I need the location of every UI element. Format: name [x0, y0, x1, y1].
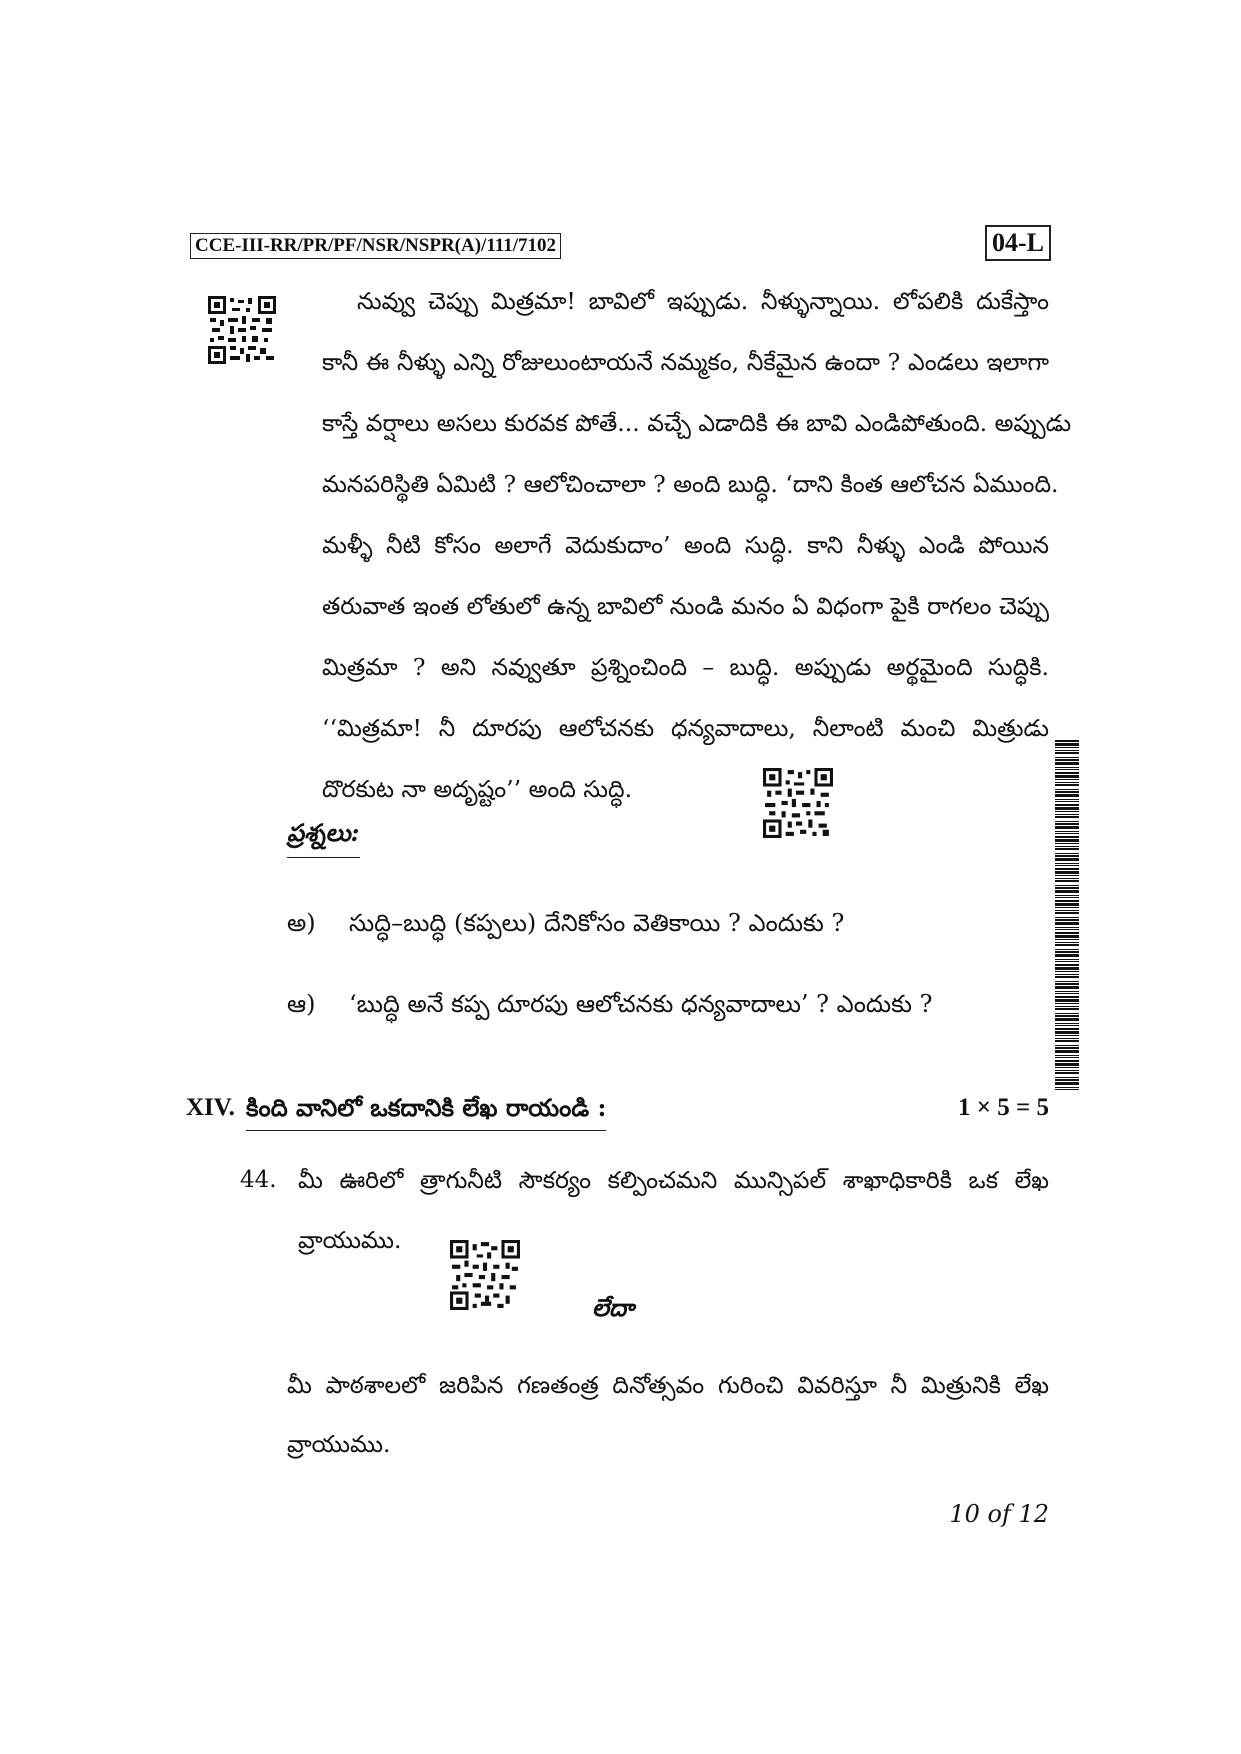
question-line: మీ ఊరిలో త్రాగునీటి సౌకర్యం కల్పించమని మున్సిపల్ శాఖాధికారికి ఒక లేఖ: [298, 1166, 1049, 1194]
passage-line: తరువాత ఇంత లోతులో ఉన్న బావిలో నుండి మనం ఏ విధంగా పైకి రాగలం చెప్పు: [322, 592, 1049, 620]
passage-line: కాస్తే వర్షాలు అసలు కురవక పోతే... వచ్చే ఎడాదికి ఈ బావి ఎండిపోతుంది. అప్పుడు: [322, 409, 1072, 437]
barcode-icon: [1055, 740, 1079, 1092]
qr-code-icon: [208, 296, 276, 364]
passage-line: నువ్వు చెప్పు మిత్రమా! బావిలో ఇప్పుడు. నీళ్ళున్నాయి. లోపలికి దుకేస్తాం: [357, 287, 1049, 315]
alternative-question-text: [287, 1365, 1049, 1483]
questions-heading: ప్రశ్నలు:: [287, 813, 360, 858]
or-separator: లేదా: [592, 1293, 634, 1322]
section-number: XIV.: [186, 1094, 235, 1121]
section-marks: 1 × 5 = 5: [958, 1094, 1049, 1121]
question-line: వ్రాయుము.: [298, 1226, 402, 1254]
page-number: 10 of 12: [949, 1500, 1049, 1528]
sub-question-text: సుద్ధి–బుద్ధి (కప్పలు) దేనికోసం వెతికాయి ? ఎందుకు ?: [349, 909, 845, 937]
passage-line: మిత్రమా ? అని నవ్వుతూ ప్రశ్నించింది – బుద్ధి. అప్పుడు అర్థమైంది సుద్ధికి.: [322, 653, 1049, 681]
question-number: 44.: [240, 1167, 277, 1193]
question-paper-code: CCE-III-RR/PR/PF/NSR/NSPR(A)/111/7102: [190, 233, 561, 259]
passage-line: ‘‘మిత్రమా! నీ దూరపు ఆలోచనకు ధన్యవాదాలు, నీలాంటి మంచి మిత్రుడు: [322, 714, 1049, 742]
section-title: కింది వానిలో ఒకదానికి లేఖ రాయండి :: [246, 1088, 606, 1131]
question-line: వ్రాయుము.: [287, 1430, 391, 1458]
passage-line: మనపరిస్థితి ఏమిటి ? ఆలోచించాలా ? అంది బుద్ధి. ‘దాని కింత ఆలోచన ఏముంది.: [322, 470, 1059, 498]
sub-question-label: అ): [287, 909, 316, 937]
passage-line: దొరకుట నా అదృష్టం’’ అంది సుద్ధి.: [322, 775, 633, 803]
sub-question: [287, 903, 844, 943]
sub-question-label: ఆ): [287, 990, 316, 1018]
passage-line: కానీ ఈ నీళ్ళు ఎన్ని రోజులుంటాయనే నమ్మకం, నీకేమైన ఉందా ? ఎండలు ఇలాగా: [322, 348, 1049, 376]
sub-question: [287, 984, 932, 1024]
question-text: [298, 1160, 1049, 1280]
passage: [322, 271, 1072, 820]
passage-line: మళ్ళీ నీటి కోసం అలాగే వెదుకుదాం’ అంది సుద్ధి. కాని నీళ్ళు ఎండి పోయిన: [322, 531, 1049, 559]
sub-question-text: ‘బుద్ధి అనే కప్ప దూరపు ఆలోచనకు ధన్యవాదాలు’ ? ఎందుకు ?: [349, 990, 933, 1018]
question-line: మీ పాఠశాలలో జరిపిన గణతంత్ర దినోత్సవం గురించి వివరిస్తూ నీ మిత్రునికి లేఖ: [287, 1371, 1049, 1399]
page-code-box: 04-L: [985, 225, 1051, 261]
